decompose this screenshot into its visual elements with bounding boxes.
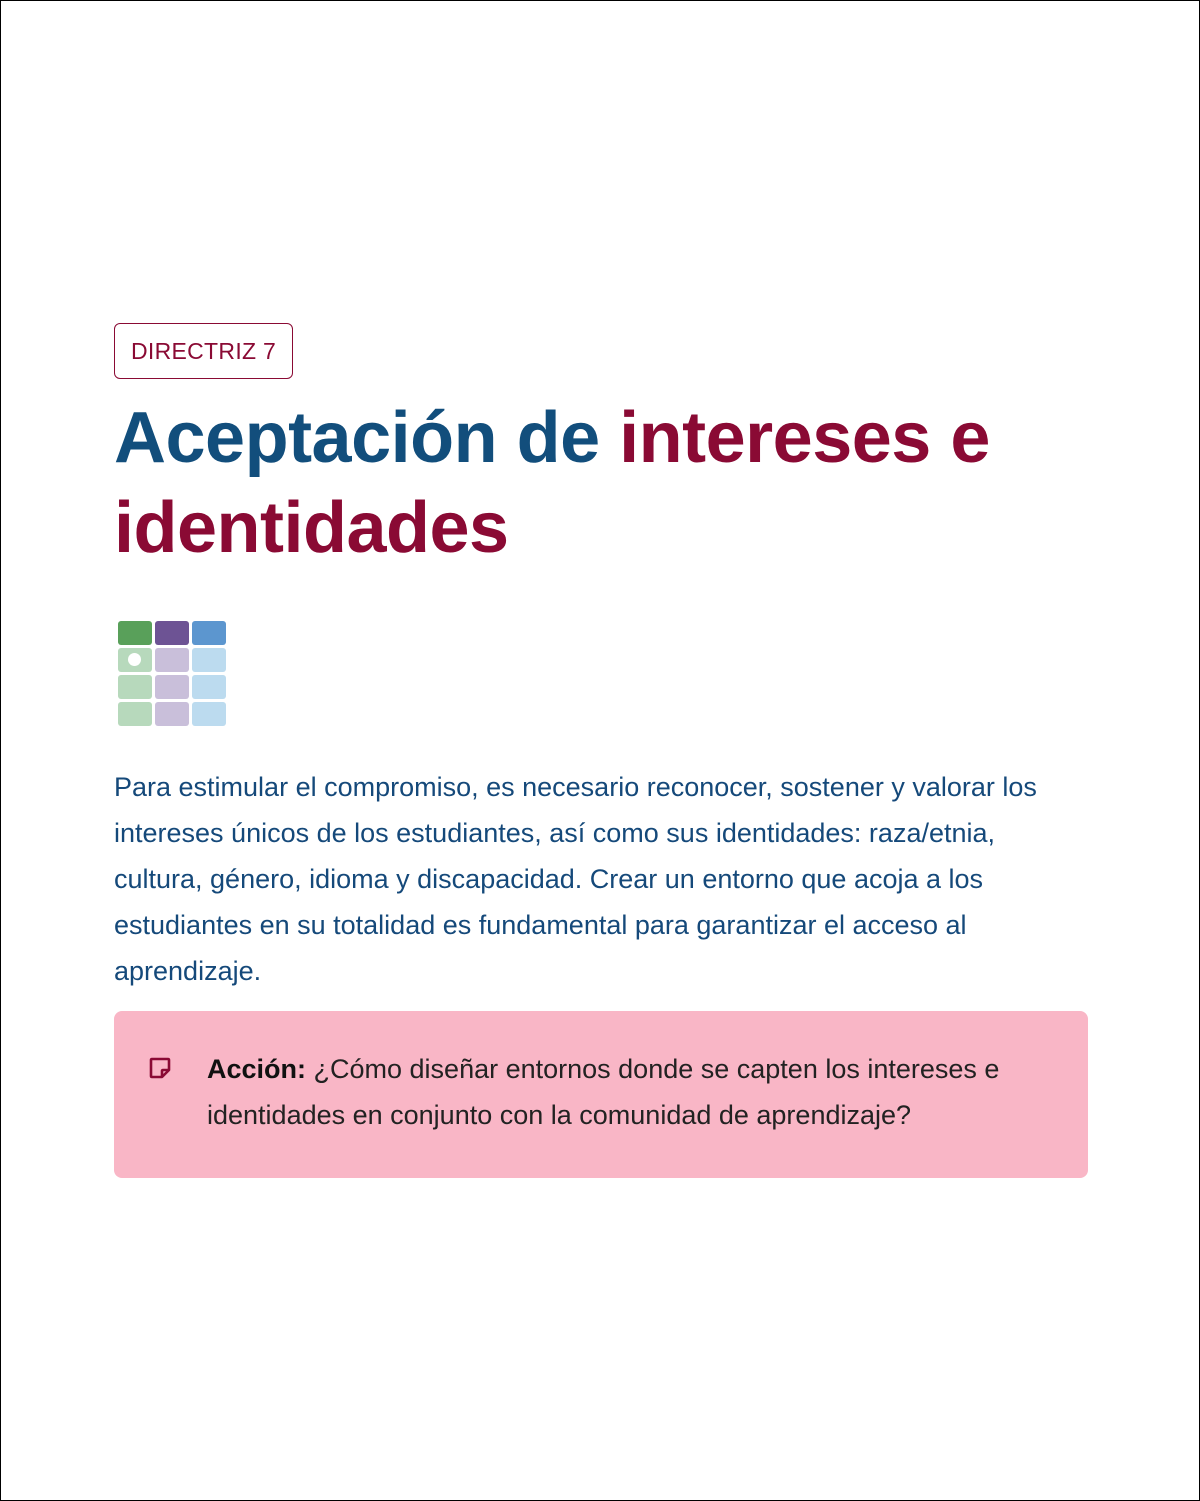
body-paragraph: Para estimular el compromiso, es necesario reconocer, sostener y valorar los intereses únicos de los estudiantes, así como sus identidades: raza/etnia, cultura, género, idioma y discapacidad. Crear un entorno que acoja a los estudiantes en su totalidad es fundamental para garantizar el acceso al aprendizaje.	[114, 772, 1037, 986]
title-part-blue: Aceptación de	[114, 398, 620, 478]
note-icon	[148, 1056, 172, 1080]
guideline-section	[114, 323, 1088, 1130]
action-text	[207, 1046, 1077, 1138]
action-label: Acción:	[207, 1054, 307, 1084]
highlight-dot-icon	[128, 653, 141, 666]
action-question: ¿Cómo diseñar entornos donde se capten los intereses e identidades en conjunto con la comunidad de aprendizaje?	[207, 1054, 1000, 1130]
title-part-red: intereses e identidades	[114, 398, 990, 568]
guideline-badge: DIRECTRIZ 7	[114, 323, 293, 379]
action-callout	[114, 1011, 1088, 1178]
page-title	[114, 393, 1088, 573]
table-grid-icon	[118, 621, 226, 729]
